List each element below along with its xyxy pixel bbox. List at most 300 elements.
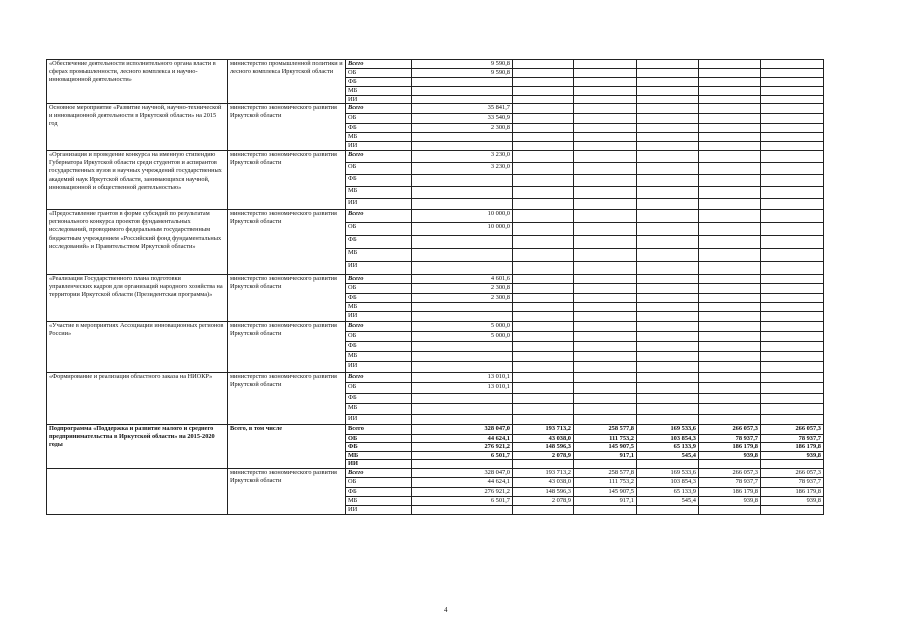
amount-cell: 9 590,8	[412, 60, 513, 69]
amount-cell	[761, 404, 824, 415]
amount-cell	[637, 373, 699, 383]
amount-cell	[574, 210, 637, 223]
amount-cell	[513, 394, 574, 404]
amount-cell	[699, 394, 761, 404]
funding-source-cell: МБ	[346, 404, 412, 415]
amount-cell	[574, 404, 637, 415]
amount-cell: 266 057,3	[699, 469, 761, 478]
amount-cell	[637, 312, 699, 322]
amount-cell	[699, 60, 761, 69]
funding-source-cell: МБ	[346, 133, 412, 142]
amount-cell: 939,8	[699, 452, 761, 460]
amount-cell: 545,4	[637, 497, 699, 506]
amount-cell	[761, 187, 824, 199]
amount-cell: 35 841,7	[412, 104, 513, 114]
amount-cell	[699, 383, 761, 394]
funding-source-cell: Всего	[346, 275, 412, 284]
amount-cell	[761, 114, 824, 124]
amount-cell: 2 078,9	[513, 497, 574, 506]
amount-cell: 186 179,8	[699, 443, 761, 452]
amount-cell: 111 753,2	[574, 435, 637, 443]
amount-cell	[761, 69, 824, 78]
amount-cell: 33 540,9	[412, 114, 513, 124]
amount-cell	[637, 322, 699, 332]
amount-cell	[513, 210, 574, 223]
amount-cell: 545,4	[637, 452, 699, 460]
amount-cell	[699, 332, 761, 342]
funding-source-cell: ФБ	[346, 78, 412, 87]
amount-cell	[412, 303, 513, 312]
amount-cell: 328 047,0	[412, 469, 513, 478]
amount-cell	[574, 460, 637, 469]
amount-cell: 2 300,8	[412, 294, 513, 303]
executor-cell: министерство экономического развития Иркутской области	[228, 104, 346, 151]
executor-cell: министерство экономического развития Иркутской области	[228, 469, 346, 515]
amount-cell	[513, 506, 574, 515]
amount-cell	[699, 262, 761, 275]
amount-cell	[761, 236, 824, 249]
amount-cell	[761, 275, 824, 284]
amount-cell	[637, 60, 699, 69]
amount-cell	[637, 294, 699, 303]
activity-name-cell: «Предоставление грантов в форме субсидий по результатам регионального конкурса проектов фундаментальных исследований, проводимого федеральным государственным бюджетным учреждением «Российский фонд фундаментальных исследований» и Правительством Иркутской области»	[47, 210, 228, 275]
amount-cell: 917,1	[574, 452, 637, 460]
funding-source-cell: МБ	[346, 187, 412, 199]
funding-source-cell: Всего	[346, 425, 412, 435]
amount-cell	[574, 284, 637, 294]
amount-cell	[761, 104, 824, 114]
amount-cell	[699, 114, 761, 124]
funding-source-cell: ОБ	[346, 114, 412, 124]
amount-cell: 43 038,0	[513, 478, 574, 488]
funding-source-cell: ИИ	[346, 96, 412, 104]
funding-source-cell: ОБ	[346, 69, 412, 78]
activity-name-cell: «Участие в мероприятиях Ассоциации инновационных регионов России»	[47, 322, 228, 373]
funding-source-cell: ОБ	[346, 332, 412, 342]
funding-source-cell: ФБ	[346, 124, 412, 133]
funding-source-cell: ИИ	[346, 199, 412, 210]
executor-cell: Всего, в том числе	[228, 425, 346, 469]
amount-cell	[699, 87, 761, 96]
amount-cell	[513, 163, 574, 175]
funding-source-cell: Всего	[346, 373, 412, 383]
amount-cell: 111 753,2	[574, 478, 637, 488]
amount-cell	[513, 60, 574, 69]
amount-cell	[513, 275, 574, 284]
amount-cell	[637, 404, 699, 415]
amount-cell	[513, 175, 574, 187]
amount-cell	[761, 415, 824, 425]
executor-cell: министерство экономического развития Иркутской области	[228, 151, 346, 210]
table-row	[47, 60, 824, 69]
amount-cell: 5 000,0	[412, 322, 513, 332]
amount-cell	[574, 373, 637, 383]
amount-cell	[574, 322, 637, 332]
table-row	[47, 373, 824, 383]
amount-cell	[761, 322, 824, 332]
amount-cell	[513, 114, 574, 124]
amount-cell	[637, 352, 699, 362]
amount-cell	[699, 460, 761, 469]
funding-source-cell: МБ	[346, 249, 412, 262]
amount-cell	[761, 383, 824, 394]
amount-cell	[513, 352, 574, 362]
amount-cell	[637, 223, 699, 236]
amount-cell: 6 501,7	[412, 452, 513, 460]
amount-cell	[761, 223, 824, 236]
funding-source-cell: Всего	[346, 104, 412, 114]
amount-cell: 2 300,8	[412, 124, 513, 133]
amount-cell	[699, 294, 761, 303]
activity-name-cell: «Организация и проведение конкурса на именную стипендию Губернатора Иркутской области среди студентов и аспирантов государственных вузов и научных учреждений государственных академий наук Иркутской области, занимающихся научной, инновационной и общественной деятельностью»	[47, 151, 228, 210]
funding-source-cell: МБ	[346, 497, 412, 506]
amount-cell: 2 300,8	[412, 284, 513, 294]
amount-cell: 193 713,2	[513, 469, 574, 478]
activity-name-cell: Подпрограмма «Поддержка и развитие малого и среднего предпринимательства в Иркутской области» на 2015-2020 годы	[47, 425, 228, 469]
amount-cell	[699, 249, 761, 262]
amount-cell	[761, 210, 824, 223]
amount-cell	[637, 394, 699, 404]
amount-cell	[513, 342, 574, 352]
amount-cell: 65 133,9	[637, 488, 699, 497]
amount-cell	[513, 312, 574, 322]
amount-cell	[699, 78, 761, 87]
amount-cell	[761, 249, 824, 262]
amount-cell	[699, 342, 761, 352]
amount-cell	[412, 415, 513, 425]
amount-cell	[574, 60, 637, 69]
executor-cell: министерство экономического развития Иркутской области	[228, 373, 346, 425]
amount-cell	[574, 249, 637, 262]
amount-cell	[699, 275, 761, 284]
amount-cell	[412, 78, 513, 87]
amount-cell	[699, 163, 761, 175]
amount-cell: 186 179,8	[761, 488, 824, 497]
amount-cell: 13 010,1	[412, 373, 513, 383]
amount-cell	[574, 394, 637, 404]
amount-cell	[637, 163, 699, 175]
amount-cell	[513, 69, 574, 78]
amount-cell	[412, 362, 513, 373]
amount-cell	[637, 87, 699, 96]
funding-source-cell: ОБ	[346, 284, 412, 294]
amount-cell: 148 596,3	[513, 488, 574, 497]
amount-cell	[637, 114, 699, 124]
amount-cell	[637, 506, 699, 515]
amount-cell	[761, 262, 824, 275]
funding-source-cell: ФБ	[346, 488, 412, 497]
amount-cell	[699, 142, 761, 151]
funding-source-cell: ФБ	[346, 443, 412, 452]
amount-cell	[513, 199, 574, 210]
amount-cell	[574, 236, 637, 249]
amount-cell	[761, 352, 824, 362]
amount-cell	[761, 394, 824, 404]
amount-cell	[412, 460, 513, 469]
amount-cell	[513, 362, 574, 373]
amount-cell	[513, 187, 574, 199]
amount-cell	[637, 187, 699, 199]
amount-cell	[513, 332, 574, 342]
amount-cell	[412, 342, 513, 352]
amount-cell: 9 590,8	[412, 69, 513, 78]
amount-cell	[574, 362, 637, 373]
activity-name-cell	[47, 469, 228, 515]
amount-cell	[574, 506, 637, 515]
amount-cell: 276 921,2	[412, 443, 513, 452]
amount-cell: 148 596,3	[513, 443, 574, 452]
table-row	[47, 275, 824, 284]
amount-cell	[574, 415, 637, 425]
amount-cell	[513, 142, 574, 151]
amount-cell	[412, 133, 513, 142]
amount-cell	[412, 96, 513, 104]
funding-source-cell: МБ	[346, 303, 412, 312]
table-row	[47, 210, 824, 223]
amount-cell: 939,8	[761, 452, 824, 460]
amount-cell	[699, 352, 761, 362]
amount-cell	[761, 163, 824, 175]
amount-cell	[637, 199, 699, 210]
funding-source-cell: Всего	[346, 469, 412, 478]
amount-cell	[699, 373, 761, 383]
amount-cell	[574, 312, 637, 322]
funding-source-cell: ОБ	[346, 163, 412, 175]
amount-cell: 266 057,3	[761, 469, 824, 478]
amount-cell: 43 038,0	[513, 435, 574, 443]
amount-cell: 10 000,0	[412, 210, 513, 223]
amount-cell	[513, 96, 574, 104]
amount-cell	[574, 151, 637, 163]
amount-cell	[574, 187, 637, 199]
amount-cell	[574, 352, 637, 362]
table-row	[47, 151, 824, 163]
amount-cell	[637, 415, 699, 425]
amount-cell	[761, 284, 824, 294]
amount-cell	[761, 294, 824, 303]
amount-cell: 258 577,8	[574, 425, 637, 435]
amount-cell	[637, 69, 699, 78]
amount-cell	[574, 163, 637, 175]
amount-cell	[513, 294, 574, 303]
amount-cell	[513, 104, 574, 114]
amount-cell	[513, 249, 574, 262]
amount-cell: 78 937,7	[699, 435, 761, 443]
amount-cell: 2 078,9	[513, 452, 574, 460]
amount-cell	[412, 175, 513, 187]
amount-cell	[761, 506, 824, 515]
amount-cell: 939,8	[761, 497, 824, 506]
amount-cell	[761, 60, 824, 69]
funding-source-cell: ИИ	[346, 460, 412, 469]
amount-cell	[761, 175, 824, 187]
funding-source-cell: ФБ	[346, 394, 412, 404]
amount-cell	[574, 275, 637, 284]
amount-cell: 103 854,3	[637, 435, 699, 443]
amount-cell	[761, 87, 824, 96]
funding-source-cell: ИИ	[346, 312, 412, 322]
table-row	[47, 469, 824, 478]
amount-cell	[574, 87, 637, 96]
amount-cell	[412, 312, 513, 322]
amount-cell	[637, 460, 699, 469]
amount-cell	[761, 151, 824, 163]
amount-cell	[637, 249, 699, 262]
amount-cell	[699, 151, 761, 163]
amount-cell	[513, 303, 574, 312]
amount-cell	[412, 404, 513, 415]
amount-cell	[699, 236, 761, 249]
funding-source-cell: ОБ	[346, 383, 412, 394]
amount-cell	[761, 199, 824, 210]
funding-source-cell: ИИ	[346, 506, 412, 515]
amount-cell	[574, 69, 637, 78]
amount-cell	[637, 275, 699, 284]
amount-cell	[637, 362, 699, 373]
amount-cell: 266 057,3	[761, 425, 824, 435]
amount-cell	[513, 151, 574, 163]
amount-cell	[637, 78, 699, 87]
amount-cell: 78 937,7	[761, 435, 824, 443]
amount-cell	[761, 133, 824, 142]
amount-cell: 169 533,6	[637, 469, 699, 478]
amount-cell	[761, 460, 824, 469]
amount-cell: 78 937,7	[699, 478, 761, 488]
amount-cell	[761, 342, 824, 352]
amount-cell	[574, 78, 637, 87]
funding-source-cell: ОБ	[346, 435, 412, 443]
funding-source-cell: МБ	[346, 352, 412, 362]
amount-cell: 266 057,3	[699, 425, 761, 435]
amount-cell	[699, 415, 761, 425]
amount-cell	[699, 96, 761, 104]
amount-cell	[513, 460, 574, 469]
amount-cell: 103 854,3	[637, 478, 699, 488]
activity-name-cell: «Формирование и реализация областного заказа на НИОКР»	[47, 373, 228, 425]
amount-cell	[513, 262, 574, 275]
amount-cell: 145 907,5	[574, 488, 637, 497]
amount-cell: 5 000,0	[412, 332, 513, 342]
amount-cell	[574, 104, 637, 114]
amount-cell	[637, 383, 699, 394]
amount-cell	[513, 124, 574, 133]
amount-cell	[513, 223, 574, 236]
executor-cell: министерство промышленной политики и лесного комплекса Иркутской области	[228, 60, 346, 104]
amount-cell	[699, 104, 761, 114]
amount-cell	[699, 223, 761, 236]
amount-cell	[574, 124, 637, 133]
amount-cell	[513, 236, 574, 249]
page-number: 4	[444, 606, 448, 614]
amount-cell	[412, 236, 513, 249]
amount-cell: 44 624,1	[412, 478, 513, 488]
amount-cell: 186 179,8	[699, 488, 761, 497]
amount-cell	[761, 96, 824, 104]
amount-cell	[412, 352, 513, 362]
amount-cell	[637, 133, 699, 142]
amount-cell	[412, 249, 513, 262]
amount-cell	[699, 124, 761, 133]
funding-source-cell: ФБ	[346, 342, 412, 352]
executor-cell: министерство экономического развития Иркутской области	[228, 275, 346, 322]
amount-cell	[699, 199, 761, 210]
amount-cell	[637, 342, 699, 352]
funding-source-cell: ФБ	[346, 294, 412, 303]
funding-source-cell: МБ	[346, 452, 412, 460]
amount-cell	[699, 506, 761, 515]
activity-name-cell: Основное мероприятие «Развитие научной, научно-технической и инновационной деятельности в Иркутской области» на 2015 год	[47, 104, 228, 151]
amount-cell	[637, 332, 699, 342]
amount-cell	[761, 362, 824, 373]
amount-cell	[412, 199, 513, 210]
executor-cell: министерство экономического развития Иркутской области	[228, 210, 346, 275]
table-row	[47, 104, 824, 114]
amount-cell: 3 230,0	[412, 151, 513, 163]
table-row	[47, 322, 824, 332]
amount-cell	[574, 262, 637, 275]
amount-cell	[637, 151, 699, 163]
amount-cell	[761, 303, 824, 312]
amount-cell	[637, 210, 699, 223]
amount-cell: 10 000,0	[412, 223, 513, 236]
funding-source-cell: ИИ	[346, 415, 412, 425]
amount-cell	[637, 262, 699, 275]
amount-cell: 186 179,8	[761, 443, 824, 452]
amount-cell	[574, 332, 637, 342]
funding-source-cell: ОБ	[346, 478, 412, 488]
funding-source-cell: ФБ	[346, 236, 412, 249]
amount-cell: 145 907,5	[574, 443, 637, 452]
activity-name-cell: «Реализация Государственного плана подготовки управленческих кадров для организаций народного хозяйства на территории Иркутской области (Президентская программа)»	[47, 275, 228, 322]
amount-cell	[574, 175, 637, 187]
funding-source-cell: Всего	[346, 60, 412, 69]
amount-cell: 328 047,0	[412, 425, 513, 435]
amount-cell: 44 624,1	[412, 435, 513, 443]
amount-cell	[637, 104, 699, 114]
amount-cell: 13 010,1	[412, 383, 513, 394]
amount-cell	[699, 187, 761, 199]
amount-cell	[699, 404, 761, 415]
amount-cell: 4 601,6	[412, 275, 513, 284]
amount-cell	[574, 383, 637, 394]
amount-cell	[513, 133, 574, 142]
funding-source-cell: Всего	[346, 210, 412, 223]
amount-cell	[412, 394, 513, 404]
amount-cell	[637, 142, 699, 151]
amount-cell	[513, 415, 574, 425]
amount-cell: 276 921,2	[412, 488, 513, 497]
amount-cell	[513, 284, 574, 294]
funding-source-cell: ИИ	[346, 262, 412, 275]
amount-cell	[412, 506, 513, 515]
amount-cell: 6 501,7	[412, 497, 513, 506]
funding-source-cell: ОБ	[346, 223, 412, 236]
amount-cell	[699, 210, 761, 223]
executor-cell: министерство экономического развития Иркутской области	[228, 322, 346, 373]
activity-name-cell: «Обеспечение деятельности исполнительного органа власти в сферах промышленности, лесного комплекса и научно-инновационной деятельности»	[47, 60, 228, 104]
amount-cell	[513, 373, 574, 383]
amount-cell	[637, 236, 699, 249]
amount-cell	[513, 322, 574, 332]
amount-cell: 65 133,9	[637, 443, 699, 452]
amount-cell	[513, 404, 574, 415]
amount-cell	[637, 175, 699, 187]
amount-cell	[761, 332, 824, 342]
funding-source-cell: ФБ	[346, 175, 412, 187]
amount-cell	[699, 322, 761, 332]
amount-cell	[699, 175, 761, 187]
amount-cell	[574, 96, 637, 104]
